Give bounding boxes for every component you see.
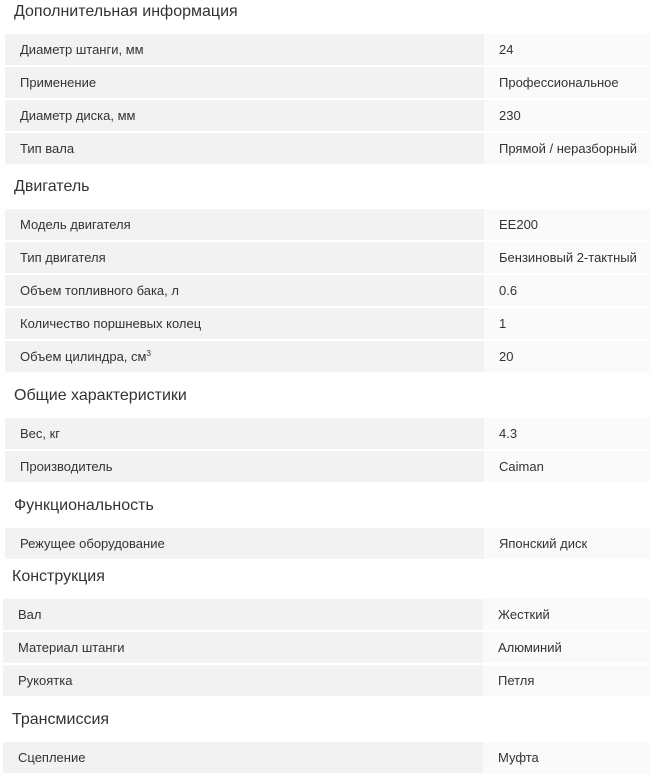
spec-label-text: Объем цилиндра, см bbox=[20, 349, 147, 364]
spec-section-functionality bbox=[0, 494, 650, 518]
spec-value: 1 bbox=[484, 308, 650, 339]
spec-section-additional-info bbox=[0, 0, 650, 24]
spec-row bbox=[3, 742, 650, 775]
spec-value: Муфта bbox=[483, 742, 650, 773]
spec-row bbox=[5, 133, 650, 166]
spec-value: 230 bbox=[484, 100, 650, 131]
spec-row bbox=[5, 528, 650, 561]
spec-value: Жесткий bbox=[483, 599, 650, 630]
spec-value: 0.6 bbox=[484, 275, 650, 306]
spec-row bbox=[3, 632, 650, 665]
spec-row bbox=[5, 275, 650, 308]
spec-label: Режущее оборудование bbox=[20, 536, 165, 551]
spec-table-additional-info bbox=[5, 34, 650, 166]
spec-label: Тип двигателя bbox=[20, 250, 106, 265]
spec-label: Производитель bbox=[20, 459, 113, 474]
spec-label: Тип вала bbox=[20, 141, 75, 156]
spec-section-construction bbox=[0, 565, 650, 589]
spec-row bbox=[5, 418, 650, 451]
section-title: Общие характеристики bbox=[14, 387, 187, 404]
spec-label: Применение bbox=[20, 75, 97, 90]
spec-table-general bbox=[5, 418, 650, 484]
spec-row bbox=[5, 308, 650, 341]
spec-label: Рукоятка bbox=[18, 673, 73, 688]
spec-row bbox=[3, 665, 650, 698]
spec-value: EE200 bbox=[484, 209, 650, 240]
section-title: Дополнительная информация bbox=[14, 3, 238, 20]
spec-label bbox=[20, 341, 151, 372]
section-title: Трансмиссия bbox=[12, 711, 110, 728]
spec-section-transmission bbox=[0, 708, 650, 732]
spec-value: 24 bbox=[484, 34, 650, 65]
spec-value: Прямой / неразборный bbox=[484, 133, 650, 164]
spec-label: Вес, кг bbox=[20, 426, 61, 441]
spec-value: Профессиональное bbox=[484, 67, 650, 98]
spec-value: Алюминий bbox=[483, 632, 650, 663]
spec-row bbox=[5, 242, 650, 275]
spec-label: Объем топливного бака, л bbox=[20, 283, 179, 298]
spec-row bbox=[5, 451, 650, 484]
spec-label: Вал bbox=[18, 607, 42, 622]
spec-section-engine bbox=[0, 175, 650, 199]
spec-row bbox=[5, 67, 650, 100]
section-title: Конструкция bbox=[12, 568, 105, 585]
spec-value: 4.3 bbox=[484, 418, 650, 449]
spec-row bbox=[5, 341, 650, 374]
spec-label: Материал штанги bbox=[18, 640, 125, 655]
spec-table-engine bbox=[5, 209, 650, 374]
spec-label: Сцепление bbox=[18, 750, 86, 765]
spec-label: Диаметр штанги, мм bbox=[20, 42, 144, 57]
spec-row bbox=[3, 599, 650, 632]
spec-table-functionality bbox=[5, 528, 650, 561]
spec-value: Caiman bbox=[484, 451, 650, 482]
spec-label: Количество поршневых колец bbox=[20, 316, 202, 331]
section-title: Функциональность bbox=[14, 497, 154, 514]
spec-table-transmission bbox=[3, 742, 650, 775]
spec-row bbox=[5, 209, 650, 242]
spec-row bbox=[5, 100, 650, 133]
spec-label: Диаметр диска, мм bbox=[20, 108, 136, 123]
spec-value: Петля bbox=[483, 665, 650, 696]
spec-value: Японский диск bbox=[484, 528, 650, 559]
spec-label: Модель двигателя bbox=[20, 217, 131, 232]
spec-value: 20 bbox=[484, 341, 650, 372]
spec-table-construction bbox=[3, 599, 650, 698]
spec-section-general bbox=[0, 384, 650, 408]
spec-row bbox=[5, 34, 650, 67]
superscript: 3 bbox=[146, 349, 151, 358]
section-title: Двигатель bbox=[14, 178, 90, 195]
spec-value: Бензиновый 2-тактный bbox=[484, 242, 650, 273]
